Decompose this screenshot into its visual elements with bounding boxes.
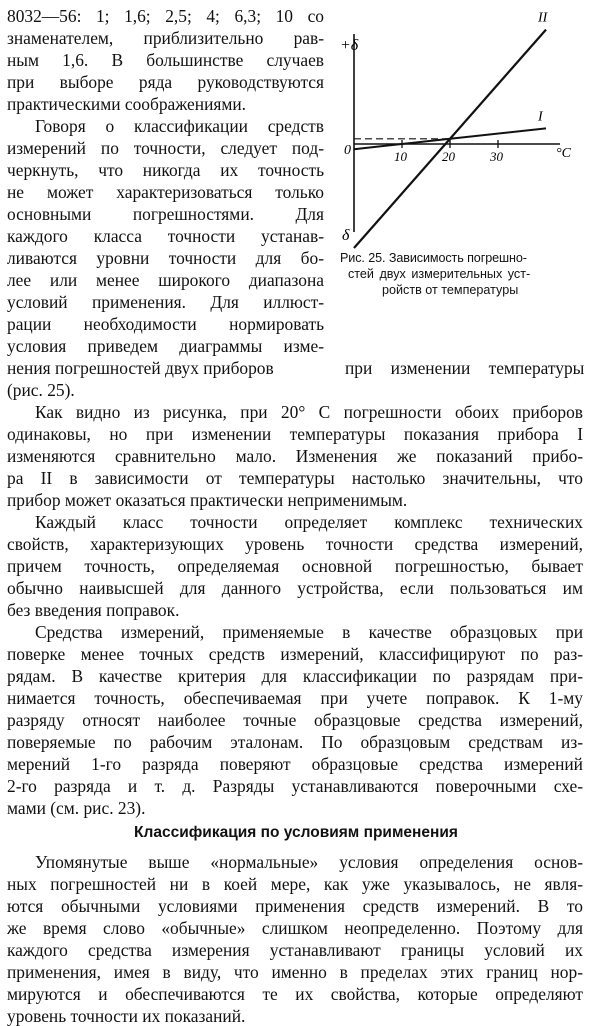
text-line: 2-го разряда и т. д. Разряды устанавливаются поверочными схе- — [7, 776, 583, 796]
text-line: применения, имея в виду, что именно в пределах этих границ нор- — [7, 962, 583, 982]
text-line: черкнуть, что никогда их точность — [7, 160, 324, 180]
text-line: одинаковы, но при изменении температуры показания прибора I — [7, 424, 583, 444]
text-line: Упомянутые выше «нормальные» условия определения основ- — [35, 852, 583, 872]
text-line: при выборе ряда руководствуются — [7, 72, 324, 92]
text-line: уровень точности их показаний. — [7, 1006, 246, 1026]
text-line: без введения поправок. — [7, 600, 180, 620]
text-line: прибор может оказаться практически неприменимым. — [7, 490, 408, 510]
text-line: Говоря о классификации средств — [35, 116, 324, 136]
text-line: разряду относят наиболее точные образцовые средства измерений, — [7, 710, 583, 730]
text-line: изменяются сравнительно мало. Изменения же показаний прибо- — [7, 446, 583, 466]
text-line: мами (см. рис. 23). — [7, 798, 146, 818]
x-tick-label: 20 — [442, 149, 455, 164]
text-line: 8032—56: 1; 1,6; 2,5; 4; 6,3; 10 со — [7, 6, 324, 26]
text-line: Средства измерений, применяемые в качестве образцовых при — [35, 622, 583, 642]
x-tick-label: 10 — [394, 149, 407, 164]
text-line: обычно наивысшей для данного устройства, если пользоваться им — [7, 578, 583, 598]
text-line: же время слово «обычные» слишком неопределенно. Поэтому для — [7, 918, 583, 938]
x-tick-label: 30 — [490, 149, 503, 164]
text-line: поверяемые по рабочим эталонам. По образцовым средствам из- — [7, 732, 583, 752]
text-line: нения погрешностей двух приборов — [7, 358, 274, 378]
series-label-II: II — [538, 10, 548, 26]
text-line: ным 1,6. В большинстве случаев — [7, 50, 324, 70]
caption-line: ройств от температуры — [382, 283, 519, 297]
text-line: условия приведем диаграммы изме- — [7, 336, 324, 356]
text-line: лее или менее широкого диапазона — [7, 270, 324, 290]
y-axis-top-label: +δ — [340, 37, 359, 54]
caption-line: стей двух измерительных уст- — [348, 267, 531, 281]
text-line: знаменателем, приблизительно рав- — [7, 28, 324, 48]
section-heading: Классификация по условиям применения — [134, 824, 458, 841]
x-axis-unit: °C — [556, 146, 571, 161]
series-label-I: I — [538, 109, 543, 125]
y-axis-bottom-label: δ — [342, 227, 350, 244]
text-line: Каждый класс точности определяет комплекс технических — [35, 512, 583, 532]
text-line: свойств, характеризующих уровень точности средства измерений, — [7, 534, 583, 554]
origin-label: 0 — [344, 143, 351, 158]
text-line: поверке менее точных средств измерений, классифицируют по раз- — [7, 644, 583, 664]
caption-line: Рис. 25. Зависимость погрешно- — [340, 251, 527, 265]
text-line: нимается точность, обеспечиваемая при учете поправок. К 1-му — [7, 688, 583, 708]
text-line: мируются и обеспечиваются те их свойства, которые определяют — [7, 984, 583, 1004]
text-line: рации необходимости нормировать — [7, 314, 324, 334]
text-line: основными погрешностями. Для — [7, 204, 324, 224]
text-line: при изменении температуры — [345, 358, 585, 378]
text-line: каждого класса точности устанав- — [7, 226, 324, 246]
text-line: измерений по точности, следует под- — [7, 138, 324, 158]
text-line: каждого средства измерения устанавливают границы условий их — [7, 940, 583, 960]
text-line: (рис. 25). — [7, 380, 75, 400]
text-line: Как видно из рисунка, при 20° С погрешности обоих приборов — [35, 402, 583, 422]
text-line: ра II в зависимости от температуры настолько значительны, что — [7, 468, 583, 488]
text-line: мерений 1-го разряда поверяют образцовые средства измерений — [7, 754, 583, 774]
text-line: ливаются уровни точности для бо- — [7, 248, 324, 268]
text-line: ных погрешностей ни в коей мере, как уже указывалось, не явля- — [7, 874, 583, 894]
text-line: не может характеризоваться только — [7, 182, 324, 202]
text-line: практическими соображениями. — [7, 94, 247, 114]
text-line: ются обычными условиями применения средств измерений. В то — [7, 896, 583, 916]
text-line: причем точность, определяемая основной погрешностью, бывает — [7, 556, 583, 576]
text-line: рядам. В качестве критерия для классификации по разрядам при- — [7, 666, 583, 686]
text-line: условий применения. Для иллюст- — [7, 292, 324, 312]
